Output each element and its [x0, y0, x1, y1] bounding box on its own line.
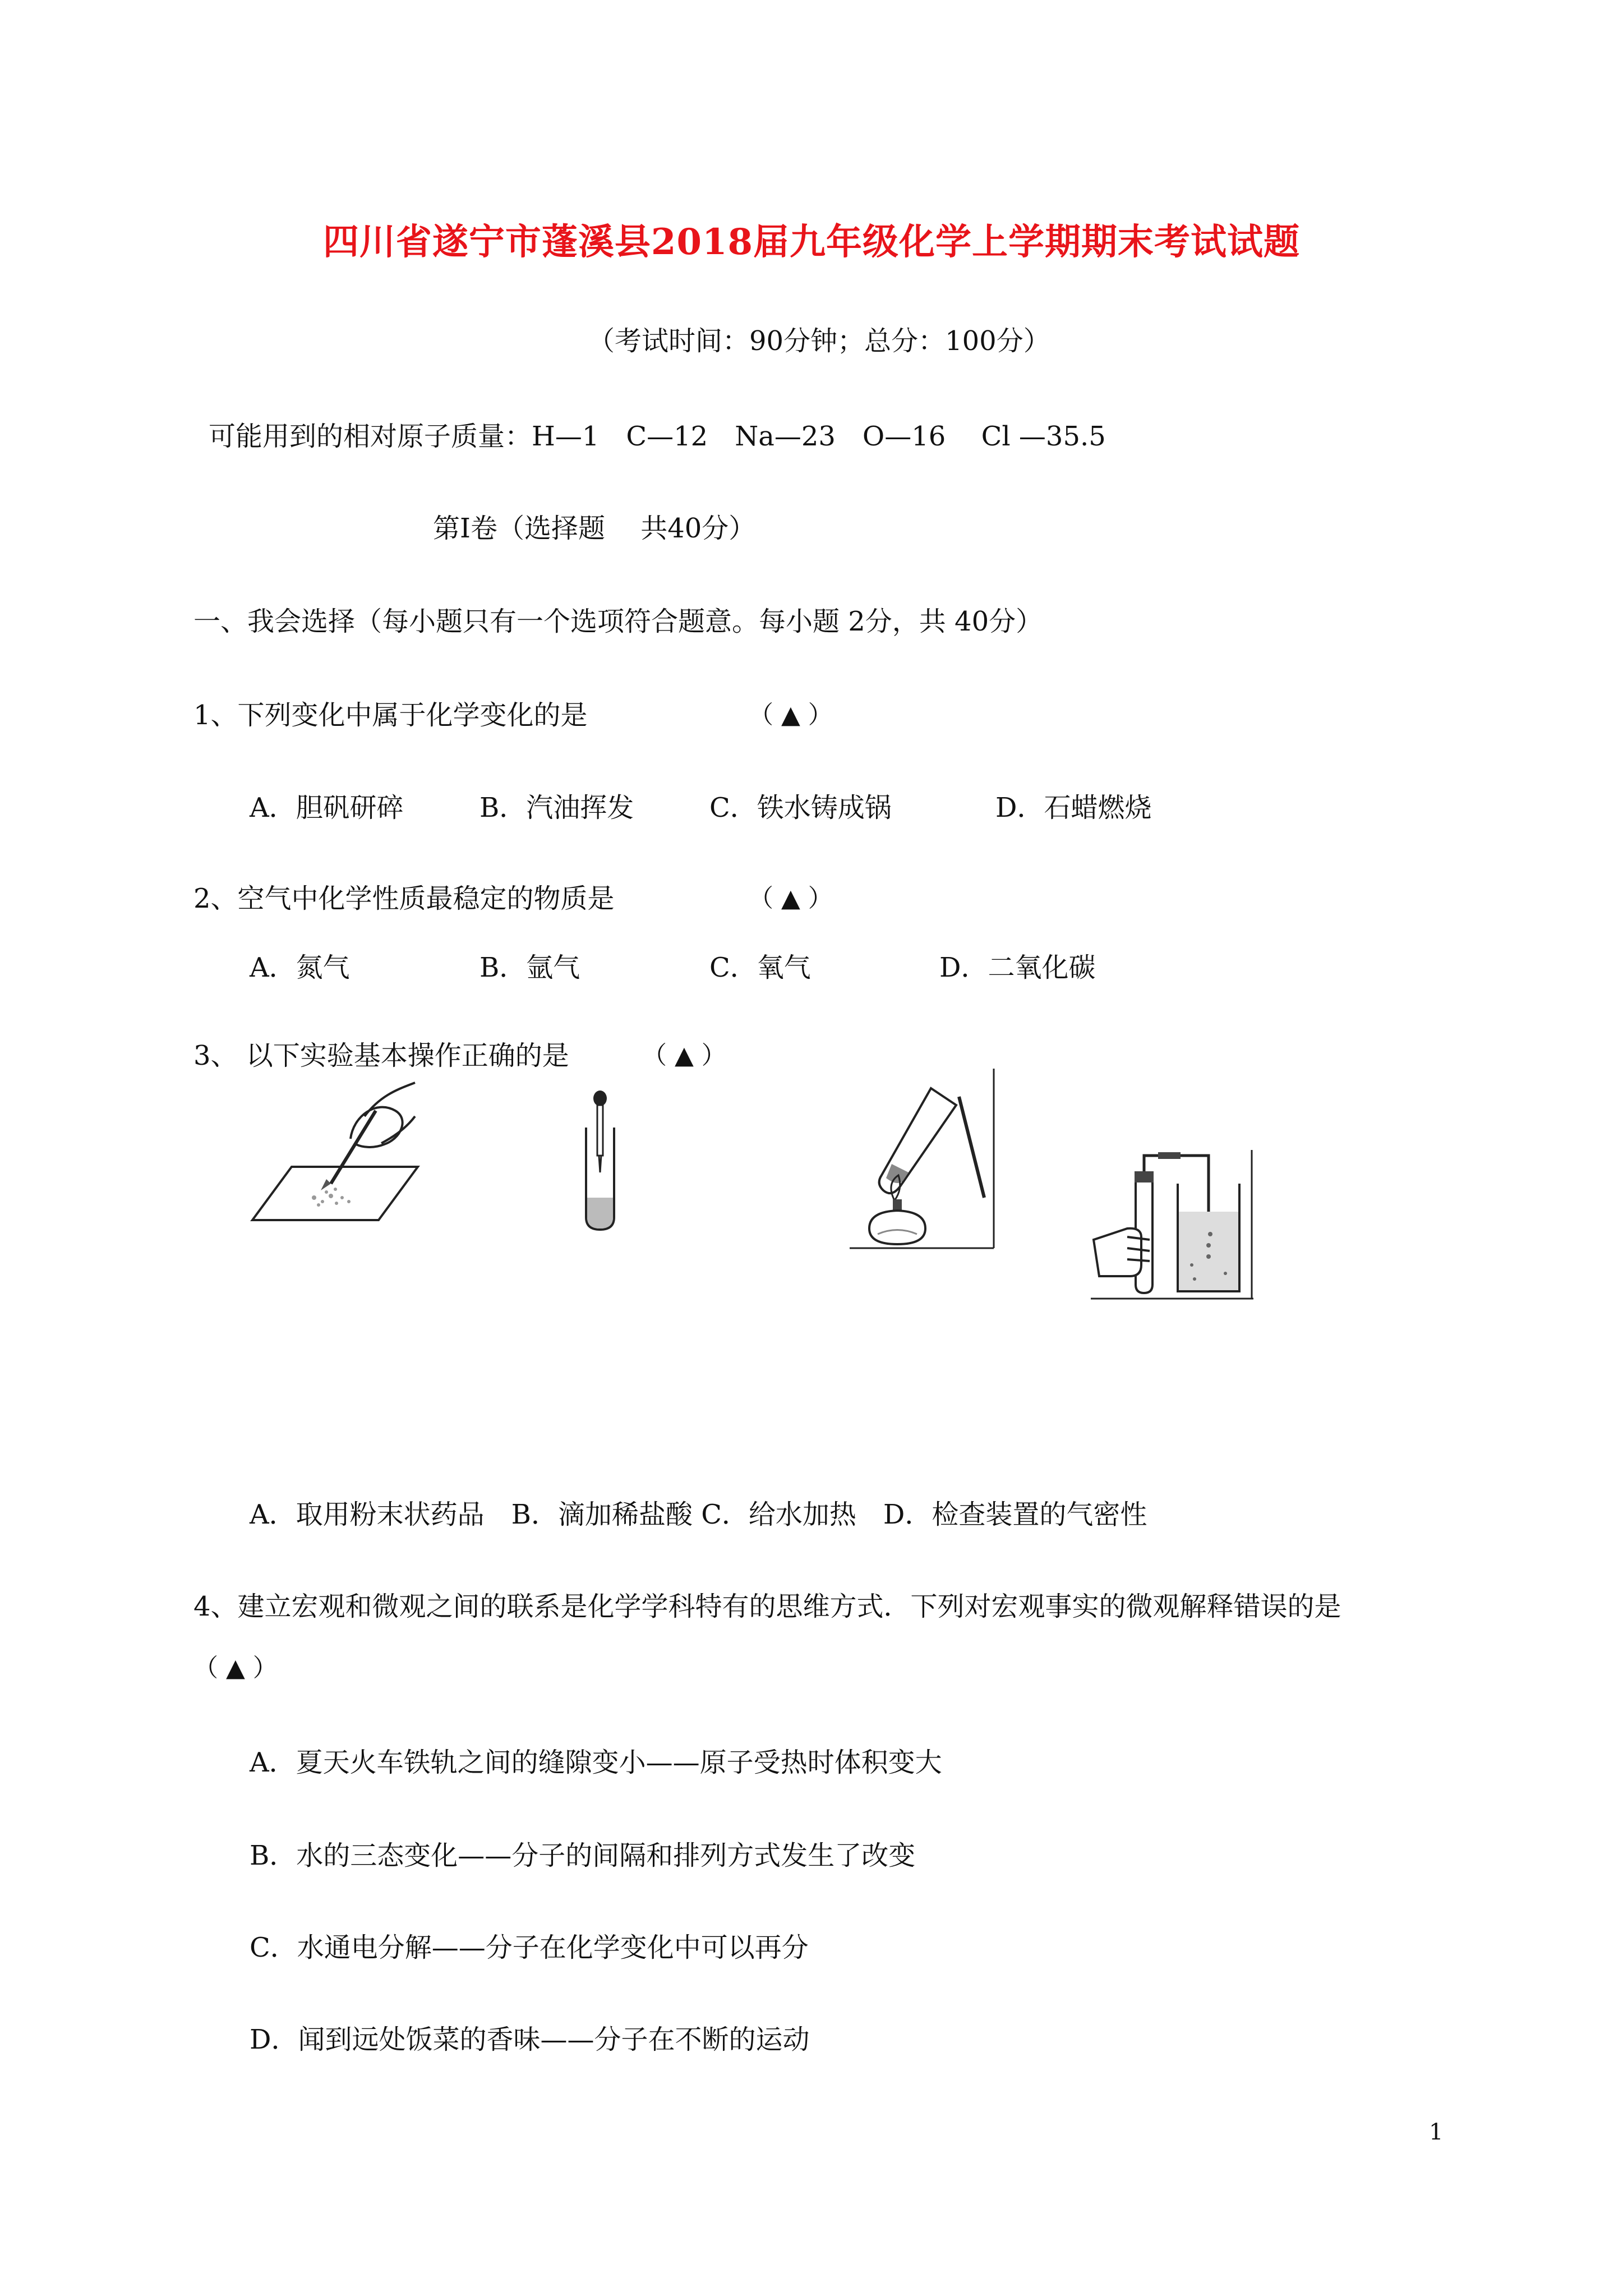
q2-option-a: A．氮气 [250, 952, 350, 983]
q1-option-a: A．胆矾研碎 [250, 792, 404, 823]
q4-option-d: D．闻到远处饭菜的香味——分子在不断的运动 [250, 2024, 810, 2055]
page-number: 1 [1429, 2119, 1444, 2145]
answer-mark: （ ▲ ） [642, 1041, 726, 1070]
volume-heading: 第Ⅰ卷（选择题 共40分） [433, 513, 756, 544]
answer-mark: （ ▲ ） [193, 1654, 278, 1682]
answer-mark: （ ▲ ） [749, 701, 833, 729]
q2-option-b: B．氩气 [479, 952, 580, 983]
q1-option-c: C．铁水铸成锅 [709, 792, 892, 823]
question-4-stem: 4、建立宏观和微观之间的联系是化学学科特有的思维方式．下列对宏观事实的微观解释错误的是 [193, 1591, 1341, 1622]
q4-option-a: A．夏天火车铁轨之间的缝隙变小——原子受热时体积变大 [250, 1747, 942, 1778]
q2-option-d: D．二氧化碳 [939, 952, 1096, 983]
q2-option-c: C．氧气 [709, 952, 811, 983]
page-title: 四川省遂宁市蓬溪县2018届九年级化学上学期期末考试试题 [322, 221, 1301, 263]
airtightness-figure [1088, 1144, 1256, 1301]
q1-option-b: B．汽油挥发 [479, 792, 634, 823]
question-2-stem: 2、空气中化学性质最稳定的物质是 [193, 883, 615, 914]
answer-mark: （ ▲ ） [749, 884, 833, 913]
exam-info: （考试时间：90分钟；总分：100分） [588, 325, 1050, 357]
heating-tube-figure [847, 1066, 998, 1251]
atomic-masses: 可能用到的相对原子质量：H—1 C—12 Na—23 O—16 Cl —35.5 [209, 421, 1106, 452]
q4-option-c: C．水通电分解——分子在化学变化中可以再分 [250, 1932, 809, 1963]
dropper-figure [578, 1088, 623, 1234]
question-1-stem: 1、下列变化中属于化学变化的是 [193, 700, 588, 731]
section-heading: 一、我会选择（每小题只有一个选项符合题意。每小题 2分，共 40分） [193, 606, 1043, 637]
q1-option-d: D．石蜡燃烧 [995, 792, 1152, 823]
powder-spatula-figure [247, 1077, 426, 1228]
question-3-stem: 3、 以下实验基本操作正确的是 [193, 1040, 569, 1071]
q3-options: A．取用粉末状药品 B．滴加稀盐酸 C．给水加热 D．检查装置的气密性 [250, 1499, 1147, 1530]
q4-option-b: B．水的三态变化——分子的间隔和排列方式发生了改变 [250, 1840, 916, 1871]
